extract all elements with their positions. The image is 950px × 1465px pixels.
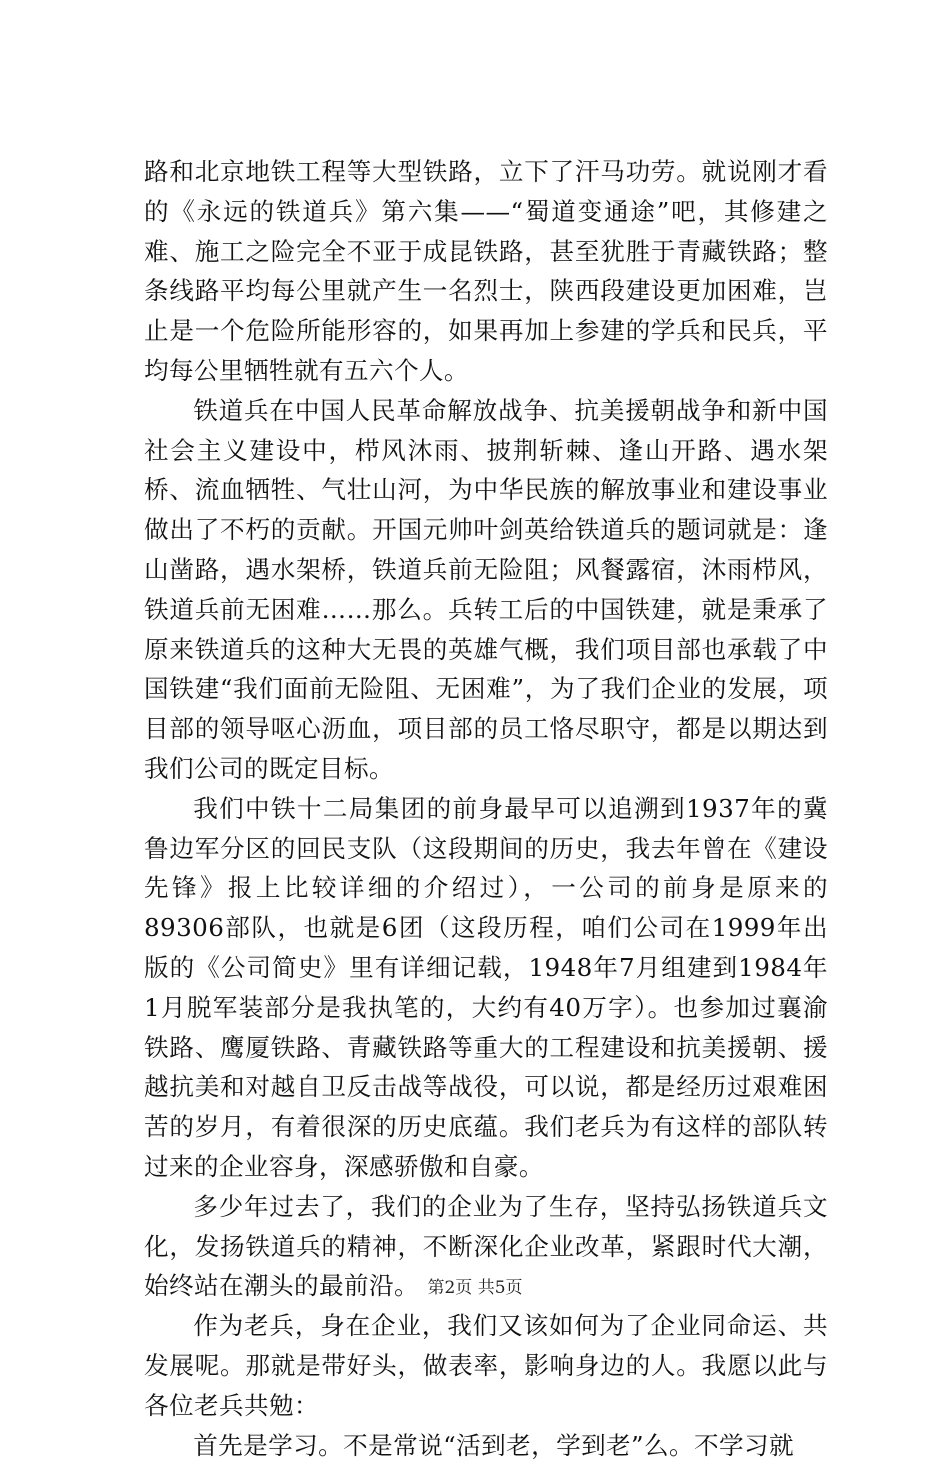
document-body bbox=[144, 152, 828, 1465]
paragraph: 铁道兵在中国人民革命解放战争、抗美援朝战争和新中国社会主义建设中，栉风沐雨、披荆斩棘、逢山开路、遇水架桥、流血牺牲、气壮山河，为中华民族的解放事业和建设事业做出了不朽的贡献。开国元帅叶剑英给铁道兵的题词就是：逢山凿路，遇水架桥，铁道兵前无险阻；风餐露宿，沐雨栉风，铁道兵前无困难……那么。兵转工后的中国铁建，就是秉承了原来铁道兵的这种大无畏的英雄气概，我们项目部也承载了中国铁建“我们面前无险阻、无困难”，为了我们企业的发展，项目部的领导呕心沥血，项目部的员工恪尽职守，都是以期达到我们公司的既定目标。 bbox=[144, 391, 828, 789]
paragraph: 首先是学习。不是常说“活到老，学到老”么。不学习就 bbox=[144, 1426, 828, 1465]
paragraph: 路和北京地铁工程等大型铁路，立下了汗马功劳。就说刚才看的《永远的铁道兵》第六集——“蜀道变通途”吧，其修建之难、施工之险完全不亚于成昆铁路，甚至犹胜于青藏铁路；整条线路平均每公里就产生一名烈士，陕西段建设更加困难，岂止是一个危险所能形容的，如果再加上参建的学兵和民兵，平均每公里牺牲就有五六个人。 bbox=[144, 152, 828, 391]
paragraph: 作为老兵，身在企业，我们又该如何为了企业同命运、共发展呢。那就是带好头，做表率，影响身边的人。我愿以此与各位老兵共勉： bbox=[144, 1306, 828, 1425]
paragraph: 多少年过去了，我们的企业为了生存，坚持弘扬铁道兵文化，发扬铁道兵的精神，不断深化企业改革，紧跟时代大潮，始终站在潮头的最前沿。 bbox=[144, 1187, 828, 1306]
page-number-label: 第2页 共5页 bbox=[427, 1278, 522, 1298]
page-footer bbox=[0, 1277, 950, 1299]
paragraph: 我们中铁十二局集团的前身最早可以追溯到1937年的冀鲁边军分区的回民支队（这段期间的历史，我去年曾在《建设先锋》报上比较详细的介绍过），一公司的前身是原来的89306部队，也就是6团（这段历程，咱们公司在1999年出版的《公司简史》里有详细记载，1948年7月组建到1984年1月脱军装部分是我执笔的，大约有40万字）。也参加过襄渝铁路、鹰厦铁路、青藏铁路等重大的工程建设和抗美援朝、援越抗美和对越自卫反击战等战役，可以说，都是经历过艰难困苦的岁月，有着很深的历史底蕴。我们老兵为有这样的部队转过来的企业容身，深感骄傲和自豪。 bbox=[144, 789, 828, 1187]
